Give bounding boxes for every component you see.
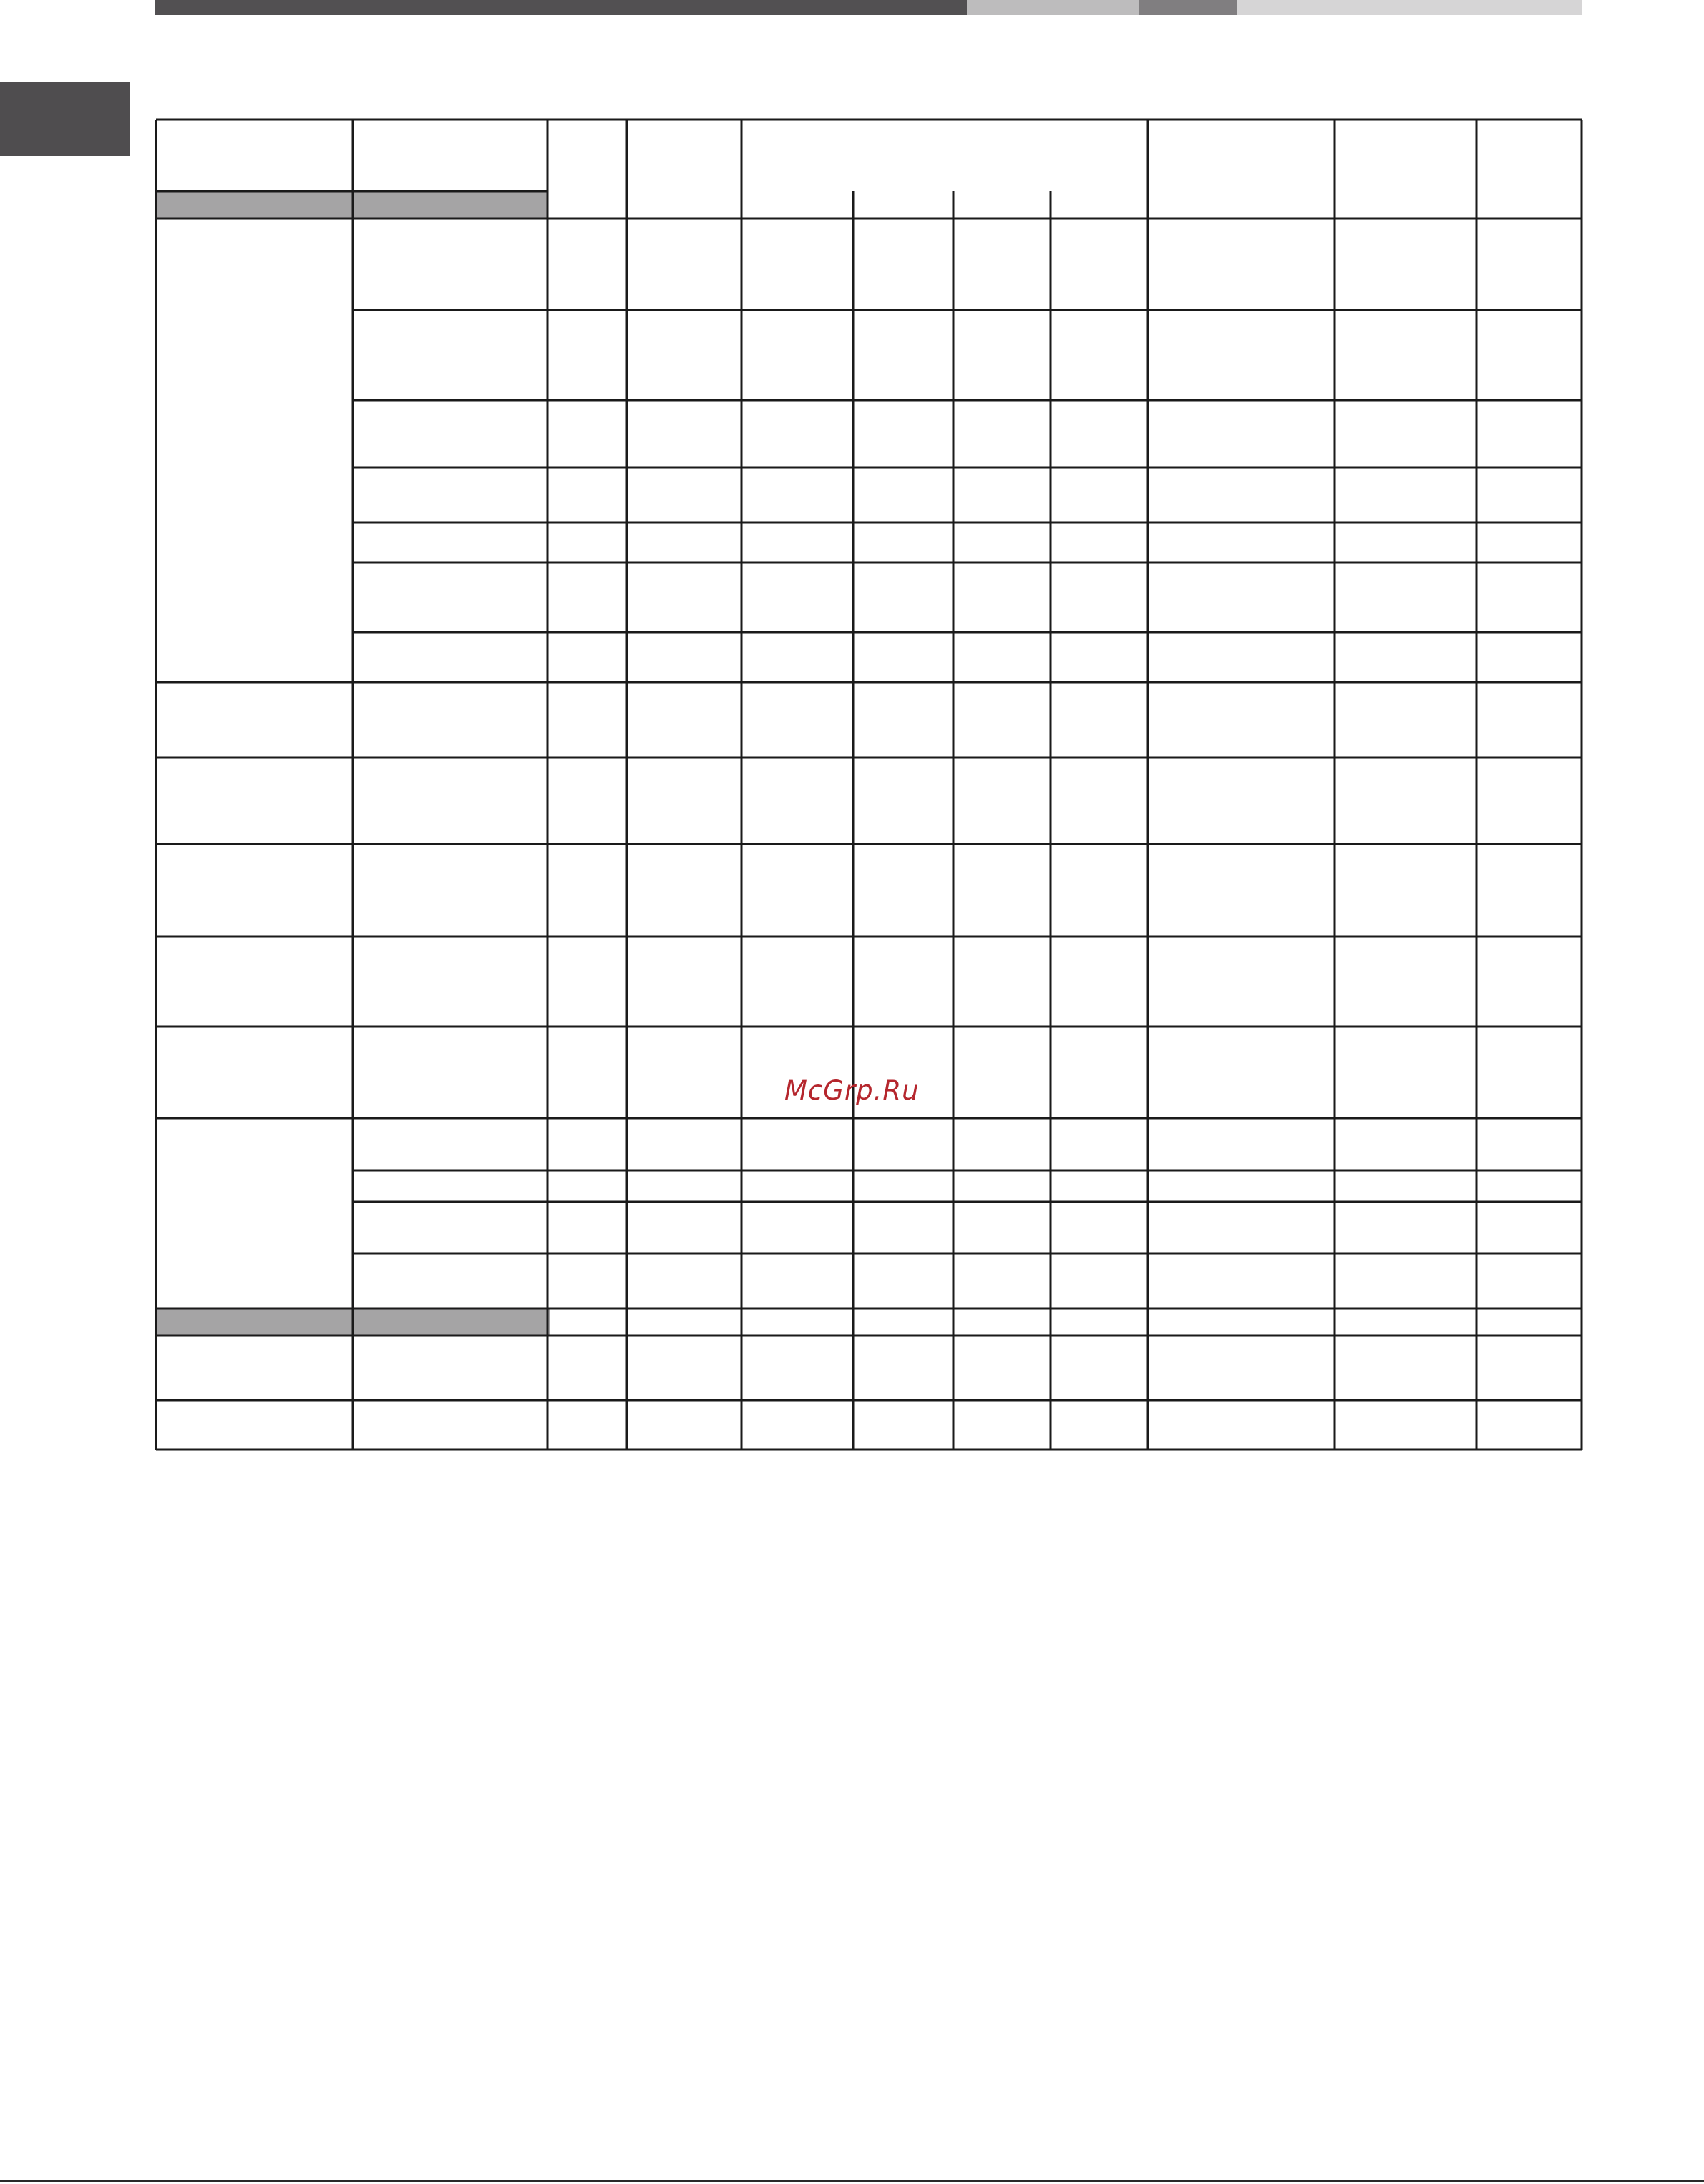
watermark-text: McGrp.Ru [784,1075,920,1106]
bottom-rule [0,2180,1704,2182]
